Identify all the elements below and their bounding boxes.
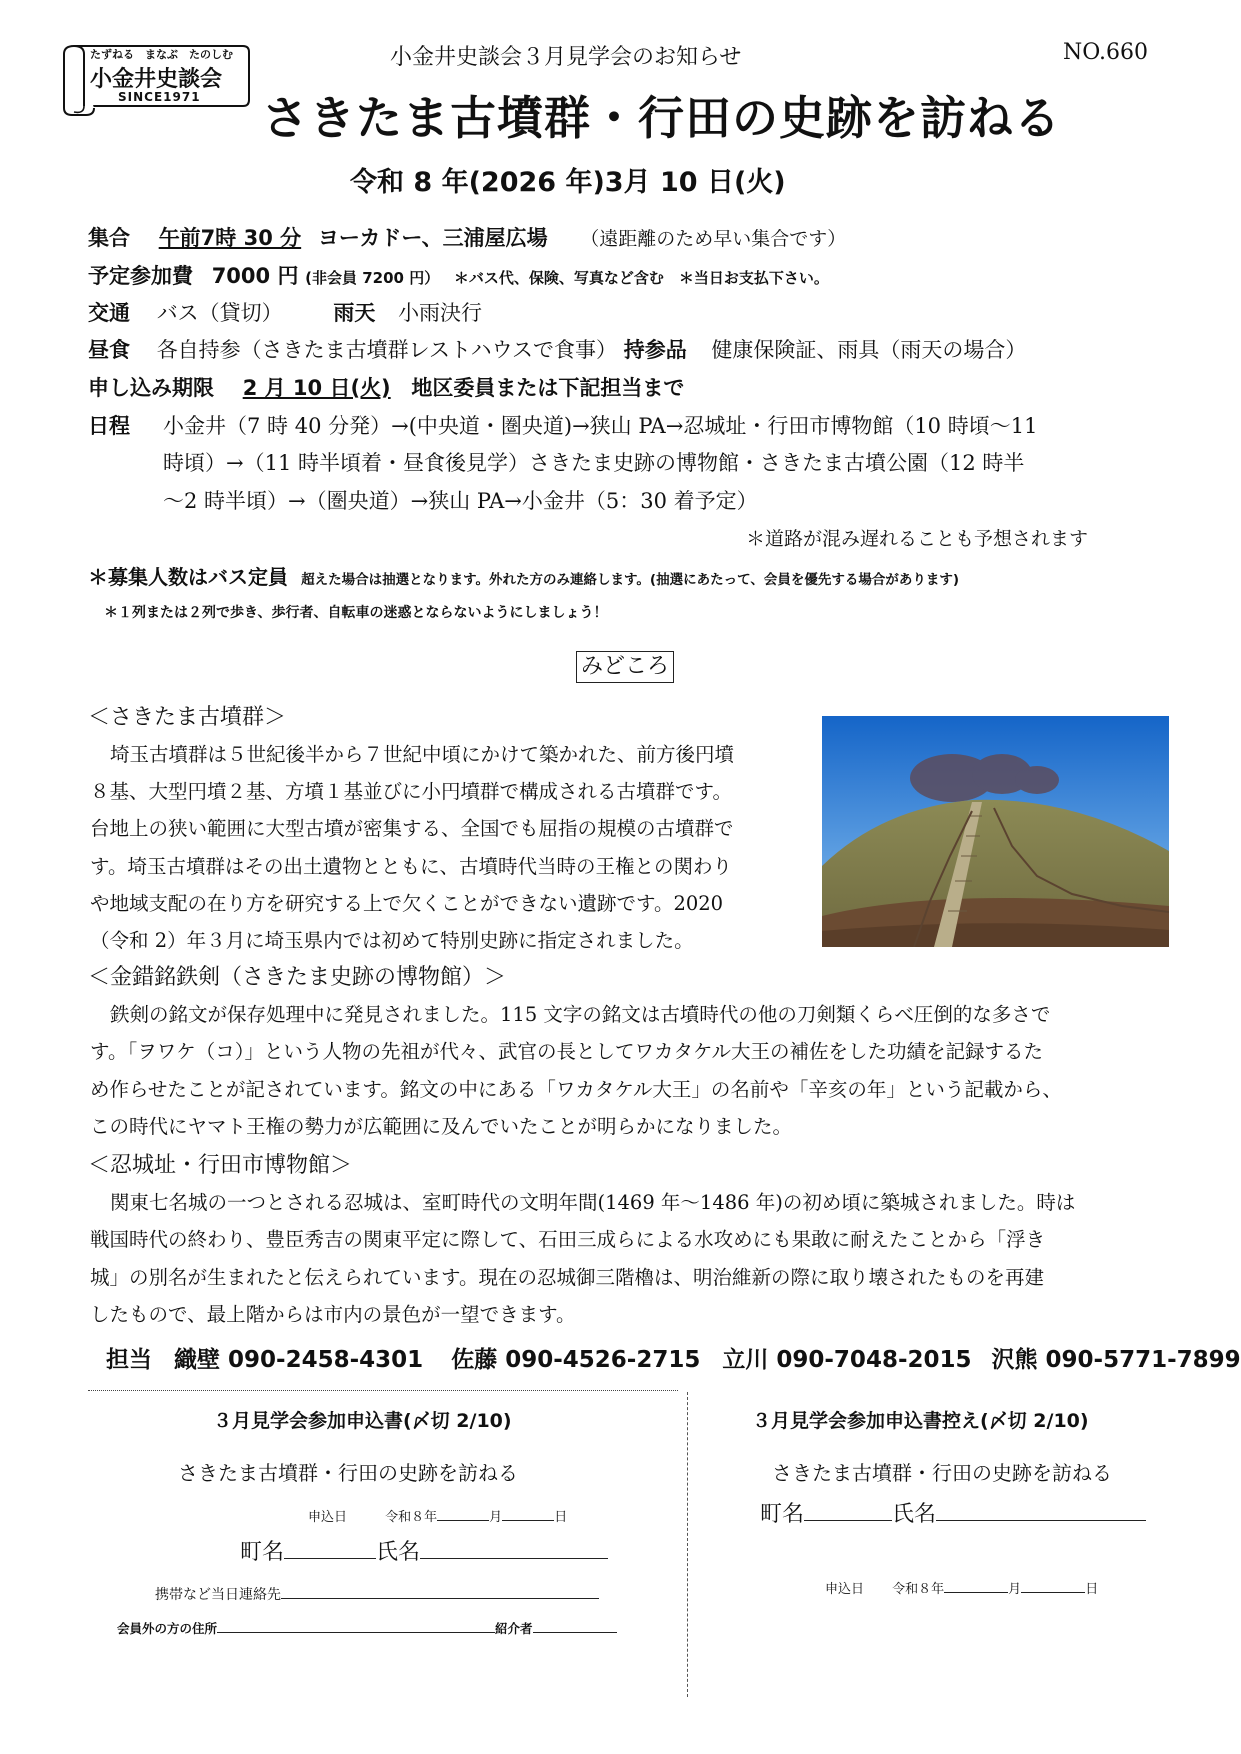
event-date: 令和 8 年(2026 年)3月 10 日(火) <box>350 167 786 198</box>
form-copy-month-label: 月 <box>1008 1582 1022 1597</box>
logo-tagline: たずねる まなぶ たのしむ <box>90 48 233 61</box>
items-label: 持参品 <box>623 338 687 362</box>
deadline-row <box>88 372 684 402</box>
section-text-line: 埼玉古墳群は５世紀後半から７世紀中頃にかけて築かれた、前方後円墳 <box>110 743 735 766</box>
schedule-line: 小金井（7 時 40 分発）→(中央道・圏央道)→狭山 PA→忍城址・行田市博物館（10 時頃〜11 <box>163 414 1038 438</box>
form-event: さきたま古墳群・行田の史跡を訪ねる <box>178 1461 518 1485</box>
form-copy-applied-label: 申込日 <box>825 1582 865 1597</box>
form-copy-town-label: 町名 <box>760 1502 805 1527</box>
form-copy-name-label: 氏名 <box>892 1502 937 1527</box>
form-address-label: 会員外の方の住所 <box>117 1621 218 1636</box>
contact-name: 佐藤 <box>451 1347 498 1373</box>
form-month-field[interactable] <box>437 1507 489 1521</box>
section-text-line: や地域支配の在り方を研究する上で欠くことができない遺跡です。2020 <box>90 892 724 915</box>
form-date-row <box>308 1506 567 1525</box>
form-copy-name-row <box>760 1497 1146 1528</box>
form-referrer-label: 紹介者 <box>495 1621 533 1636</box>
form-copy-title: ３月見学会参加申込書控え(〆切 2/10) <box>752 1410 1089 1432</box>
form-copy-name-field[interactable] <box>936 1498 1146 1521</box>
meeting-label: 集合 <box>88 226 130 250</box>
schedule-note: ＊道路が混み遅れることも予想されます <box>746 528 1089 550</box>
form-name-row <box>240 1535 608 1566</box>
form-copy-town-field[interactable] <box>804 1498 892 1521</box>
form-copy-day-label: 日 <box>1085 1582 1099 1597</box>
lunch-value: 各自持参（さきたま古墳群レストハウスで食事） <box>156 338 618 362</box>
contact-name: 織壁 <box>174 1347 221 1373</box>
highlights-label: みどころ <box>576 651 674 683</box>
deadline-to: 地区委員または下記担当まで <box>411 376 685 400</box>
form-day-label: 日 <box>554 1510 568 1525</box>
form-month-label: 月 <box>489 1510 503 1525</box>
schedule-line: 時頃）→（11 時半頃着・昼食後見学）さきたま史跡の博物館・さきたま古墳公園（12 時半 <box>163 451 1025 475</box>
contact-phone: 090-4526-2715 <box>505 1347 701 1373</box>
logo-since: SINCE1971 <box>118 90 201 104</box>
section-text-line: 城」の別名が生まれたと伝えられています。現在の忍城御三階櫓は、明治維新の際に取り壊されたものを再建 <box>90 1266 1044 1289</box>
page-title: さきたま古墳群・行田の史跡を訪ねる <box>262 91 1061 145</box>
rain-label: 雨天 <box>333 301 376 325</box>
section-text-line: 台地上の狭い範囲に大型古墳が密集する、全国でも屈指の規模の古墳群で <box>90 817 734 840</box>
schedule-label: 日程 <box>88 414 130 438</box>
capacity-label: ＊募集人数はバス定員 <box>88 565 288 589</box>
section-text-line: ８基、大型円墳２基、方墳１基並びに小円墳群で構成される古墳群です。 <box>90 780 732 803</box>
form-address-row <box>117 1619 617 1637</box>
contact-name: 沢熊 <box>991 1347 1038 1373</box>
section-text-line: め作らせたことが記されています。銘文の中にある「ワカタケル大王」の名前や「辛亥の年」という記載から、 <box>90 1078 1062 1101</box>
form-contact-row <box>155 1584 599 1604</box>
items-value: 健康保険証、雨具（雨天の場合） <box>711 338 1027 362</box>
meeting-place: ヨーカドー、三浦屋広場 <box>317 226 548 250</box>
fee-note: ＊バス代、保険、写真など含む ＊当日お支払下さい。 <box>453 269 829 287</box>
section-text-line: （令和 2）年３月に埼玉県内では初めて特別史跡に指定されました。 <box>90 929 694 952</box>
deadline-date: 2 月 10 日(火) <box>242 376 391 400</box>
cut-line-vertical <box>687 1392 688 1697</box>
fee-nonmember: (非会員 7200 円） <box>305 269 440 287</box>
fee-label: 予定参加費 <box>88 264 193 288</box>
form-contact-field[interactable] <box>281 1584 599 1599</box>
notice-heading: 小金井史談会３月見学会のお知らせ <box>390 45 742 70</box>
form-copy-era: 令和８年 <box>892 1582 945 1597</box>
cut-line-horizontal <box>88 1390 678 1391</box>
transport-label: 交通 <box>88 301 130 325</box>
transport-row <box>88 297 482 327</box>
form-contact-label: 携帯など当日連絡先 <box>155 1587 281 1603</box>
capacity-row <box>88 561 959 590</box>
form-copy-day-field[interactable] <box>1021 1579 1085 1593</box>
meeting-row <box>88 222 846 252</box>
lunch-label: 昼食 <box>88 338 130 362</box>
form-copy-date-row <box>825 1578 1098 1597</box>
form-town-label: 町名 <box>240 1540 285 1565</box>
meeting-note: （遠距離のため早い集合です） <box>580 228 847 250</box>
schedule-line: 〜2 時半頃）→（圏央道）→狭山 PA→小金井（5：30 着予定） <box>163 489 758 513</box>
section-text-line: 戦国時代の終わり、豊臣秀吉の関東平定に際して、石田三成らによる水攻めにも果敢に耐えたことから「浮き <box>90 1228 1046 1251</box>
walking-note: ＊１列または２列で歩き、歩行者、自転車の迷惑とならないようにしましょう！ <box>104 605 608 621</box>
form-copy-event: さきたま古墳群・行田の史跡を訪ねる <box>772 1461 1112 1485</box>
form-address-field[interactable] <box>217 1620 495 1634</box>
section-text-line: この時代にヤマト王権の勢力が広範囲に及んでいたことが明らかになりました。 <box>90 1115 793 1138</box>
lunch-row <box>88 334 1026 364</box>
contact-phone: 090-2458-4301 <box>228 1347 424 1373</box>
form-era: 令和８年 <box>385 1510 438 1525</box>
kofun-photo <box>822 716 1169 947</box>
document-number: NO.660 <box>1063 40 1148 65</box>
club-logo <box>60 42 253 117</box>
rain-value: 小雨決行 <box>398 301 483 325</box>
capacity-note: 超えた場合は抽選となります。外れた方のみ連絡します。(抽選にあたって、会員を優先する場合があります) <box>301 572 960 588</box>
fee-row <box>88 260 829 290</box>
form-town-field[interactable] <box>284 1536 376 1559</box>
form-applied-label: 申込日 <box>308 1510 348 1525</box>
form-referrer-field[interactable] <box>533 1620 617 1634</box>
section-heading-kofun: ＜さきたま古墳群＞ <box>88 705 287 730</box>
section-text-line: 鉄剣の銘文が保存処理中に発見されました。115 文字の銘文は古墳時代の他の刀剣類くらべ圧倒的な多さで <box>110 1003 1051 1026</box>
contact-phone: 090-5771-7899 <box>1045 1347 1241 1373</box>
form-day-field[interactable] <box>502 1507 554 1521</box>
meeting-time: 午前7時 30 分 <box>158 226 302 250</box>
section-heading-sword: ＜金錯銘鉄剣（さきたま史跡の博物館）＞ <box>88 965 507 990</box>
section-text-line: 関東七名城の一つとされる忍城は、室町時代の文明年間(1469 年〜1486 年)の初め頃に築城されました。時は <box>110 1191 1076 1214</box>
contact-phone: 090-7048-2015 <box>776 1347 972 1373</box>
deadline-label: 申し込み期限 <box>88 376 214 400</box>
form-name-field[interactable] <box>420 1536 608 1559</box>
form-title: ３月見学会参加申込書(〆切 2/10) <box>213 1410 512 1432</box>
section-text-line: す。埼玉古墳群はその出土遺物とともに、古墳時代当時の王権との関わり <box>90 855 732 878</box>
contacts-label: 担当 <box>106 1347 152 1373</box>
form-name-label: 氏名 <box>376 1540 421 1565</box>
transport-value: バス（貸切） <box>156 301 283 325</box>
contacts-row <box>106 1341 1241 1374</box>
section-heading-oshi-castle: ＜忍城址・行田市博物館＞ <box>88 1153 353 1178</box>
section-text-line: す。「ヲワケ（コ）」という人物の先祖が代々、武官の長としてワカタケル大王の補佐をした功績を記録するた <box>90 1040 1043 1063</box>
contact-name: 立川 <box>722 1347 769 1373</box>
logo-name: 小金井史談会 <box>90 67 223 92</box>
form-copy-month-field[interactable] <box>944 1579 1008 1593</box>
fee-amount: 7000 円 <box>211 264 299 288</box>
section-text-line: したもので、最上階からは市内の景色が一望できます。 <box>90 1303 576 1326</box>
